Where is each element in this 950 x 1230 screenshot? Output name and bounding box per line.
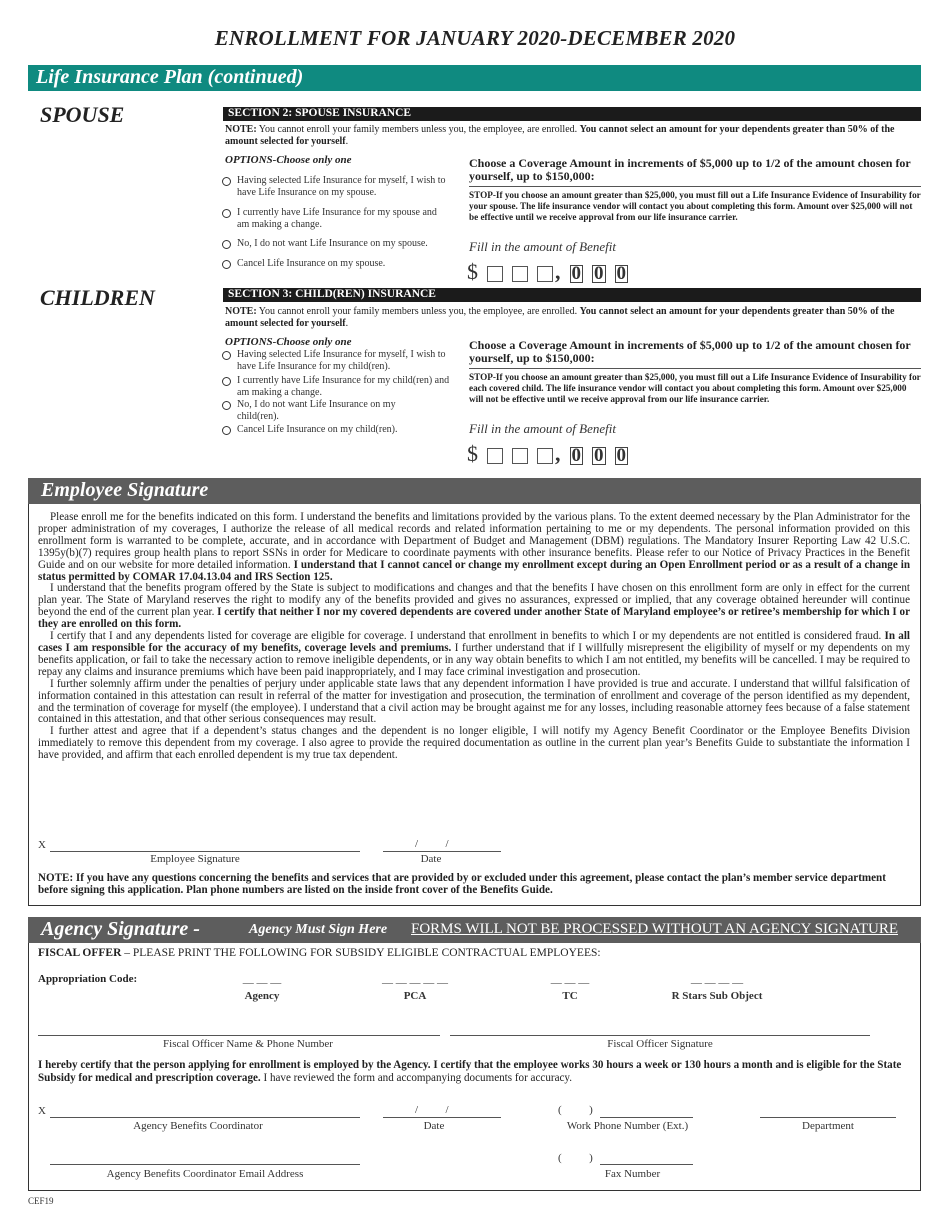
spouse-stop-note: STOP-If you choose an amount greater than $25,000, you must fill out a Life Insurance Evidence of Insurability for your spouse. The life insurance vendor will contact you about completing this form. Amount over $25,000 will not be effective until we receive approval from our life insurance carrier.	[469, 190, 921, 222]
spouse-fill-label: Fill in the amount of Benefit	[469, 239, 616, 254]
children-option-4[interactable]	[222, 424, 462, 436]
fax-paren: ( )	[558, 1152, 593, 1164]
children-choose-amount: Choose a Coverage Amount in increments of $5,000 up to 1/2 of the amount chosen for yourself, up to $150,000:	[469, 338, 911, 365]
pca-code-dashes[interactable]: — — — — —	[382, 977, 448, 989]
agency-code-dashes[interactable]: — — —	[242, 977, 282, 989]
children-option-4-text: Cancel Life Insurance on my child(ren).	[237, 424, 398, 435]
radio-circle-icon[interactable]	[222, 240, 231, 249]
signature-x-mark: X	[38, 839, 46, 851]
radio-circle-icon[interactable]	[222, 260, 231, 269]
work-phone-line[interactable]	[600, 1117, 693, 1118]
radio-circle-icon[interactable]	[222, 426, 231, 435]
spouse-note-text: You cannot enroll your family members unless you, the employee, are enrolled.	[256, 124, 580, 135]
children-fill-label: Fill in the amount of Benefit	[469, 421, 616, 436]
p2-bold: I certify that neither I nor my covered dependents are covered under another State of Maryland employee’s or retiree’s membership for which I or they are enrolled on this form.	[38, 606, 910, 631]
spouse-option-1-text: Having selected Life Insurance for myself, I wish to have Life Insurance on my spouse.	[237, 175, 446, 198]
employee-bottom-note: NOTE: If you have any questions concerning the benefits and services that are provided by or excluded under this agreement, please contact the plan’s member service department before signing this application. Plan phone numbers are listed on the inside front cover of the Benefits Guide.	[38, 872, 886, 896]
fiscal-officer-signature-line[interactable]	[450, 1035, 870, 1036]
form-code: CEF19	[28, 1196, 54, 1206]
spouse-option-4[interactable]	[222, 258, 462, 270]
p3-text-a: I certify that I and any dependents listed for coverage are eligible for coverage. I understand that enrollment in benefits to which I or my dependents are not entitled is considered fraud.	[50, 630, 885, 643]
comma: ,	[555, 259, 561, 284]
agency-coordinator-label: Agency Benefits Coordinator	[133, 1120, 263, 1132]
children-section-header-text: SECTION 3: CHILD(REN) INSURANCE	[228, 288, 436, 300]
spouse-choose-amount: Choose a Coverage Amount in increments of $5,000 up to 1/2 of the amount chosen for yourself, up to $150,000:	[469, 156, 911, 183]
agency-x-mark: X	[38, 1105, 46, 1117]
children-note-end: .	[345, 317, 349, 329]
spouse-note-end: .	[345, 135, 349, 147]
spouse-option-4-text: Cancel Life Insurance on my spouse.	[237, 258, 386, 269]
fiscal-officer-signature-label: Fiscal Officer Signature	[607, 1038, 713, 1050]
spouse-note-prefix: NOTE:	[225, 124, 257, 135]
digit-box[interactable]	[487, 266, 503, 282]
p2-text: I understand that the benefits program offered by the State is subject to modifications and changes and that the benefits I have chosen on this enrollment form are only in effect for the current plan year. The State of Maryland reserves the right to modify any of the benefits provided and gives no assurances, expressed or implied, that any coverage obtained hereunder will continue beyond the end of the current plan year.	[38, 582, 910, 619]
divider	[469, 186, 921, 187]
page-title: ENROLLMENT FOR JANUARY 2020-DECEMBER 2020	[214, 26, 736, 50]
zero-digit: 0	[616, 262, 626, 284]
children-benefit-amount	[467, 441, 628, 465]
dollar-sign: $	[467, 441, 478, 466]
agency-header-warning: FORMS WILL NOT BE PROCESSED WITHOUT AN AGENCY SIGNATURE	[411, 921, 898, 937]
agency-header-big: Agency Signature -	[41, 918, 200, 940]
comma: ,	[555, 441, 561, 466]
digit-box[interactable]	[512, 448, 528, 464]
divider	[469, 368, 921, 369]
children-option-2[interactable]	[222, 375, 462, 399]
radio-circle-icon[interactable]	[222, 351, 231, 360]
p5-text: I further attest and agree that if a dependent’s status changes and the dependent is no longer eligible, I will notify my Agency Benefit Coordinator or the Employee Benefits Division immediately to remove this dependent from my coverage. I also agree to provide the required documentation as outline in the current plan year’s Benefits Guide to substantiate the information I have provided, and affirm that each enrolled dependent is my true tax dependent.	[38, 725, 910, 762]
spouse-options-title: OPTIONS-Choose only one	[225, 154, 352, 166]
agency-code-label: Agency	[244, 990, 280, 1002]
zero-digit: 0	[616, 444, 626, 466]
fiscal-offer-bold: FISCAL OFFER	[38, 947, 122, 959]
coordinator-email-line[interactable]	[50, 1164, 360, 1165]
attestation-paragraph	[38, 726, 910, 762]
children-options-title: OPTIONS-Choose only one	[225, 336, 352, 348]
spouse-label: SPOUSE	[40, 102, 125, 127]
date-slashes: / /	[415, 838, 449, 850]
p4-text: I further solemnly affirm under the penalties of perjury under applicable state laws that any dependent information I have provided is true and accurate. I understand that willful falsification of information contained in this attestation can result in referral of the matter for investigation and prosecution, the termination of enrollment and coverage of the person identified as my dependent, and the termination of coverage for myself (the employee). I understand that a civil action may be brought against me for any losses, including reasonable attorney fees because of a false statement contained in this attestation, and that other serious consequences may result.	[38, 677, 910, 726]
p1-text: Please enroll me for the benefits indicated on this form. I understand the benefits and limitations provided by the various plans. To the extent deemed necessary by the Plan Administrator for the proper administration of my coverages, I authorize the release of all medical records and related information pertaining to me or my dependents. The personal information provided on this enrollment form is warranted to be complete, accurate, and in accordance with Department of Budget and Management (DBM) regulations. The Mandatory Insurer Reporting Law 42 U.S.C. 1395y(b)(7) requires group health plans to report SSNs in order for Medicare to coordinate payments with other insurance benefits. Please refer to our Notice of Privacy Practices in the Benefit Guide and on our website for more detailed information.	[38, 511, 910, 571]
digit-box[interactable]	[512, 266, 528, 282]
children-note-bold: You cannot select an amount for your dependents greater than 50% of the amount selected for yourself	[225, 306, 895, 329]
p3-text-b: I further understand that if I willfully misrepresent the eligibility of myself or my dependents on my benefits application, or fail to take the necessary action to remove ineligible dependents, or in any way obtain benefits to which I am not entitled, my benefits will be cancelled. I may be required to repay any claims and insurance premiums which have been paid inappropriately, and I may face criminal investigation and prosecution.	[38, 641, 910, 678]
children-option-1[interactable]	[222, 349, 462, 373]
digit-box[interactable]	[537, 448, 553, 464]
plan-title: Life Insurance Plan (continued)	[36, 66, 304, 88]
attestation-paragraph	[38, 679, 910, 727]
spouse-option-2-text: I currently have Life Insurance for my spouse and am making a change.	[237, 207, 437, 230]
coordinator-email-label: Agency Benefits Coordinator Email Address	[106, 1168, 304, 1180]
spouse-note-bold: You cannot select an amount for your dependents greater than 50% of the amount selected for yourself	[225, 124, 895, 147]
tc-code-dashes[interactable]: — — —	[550, 977, 590, 989]
children-note	[225, 306, 920, 329]
appropriation-code-label: Appropriation Code:	[38, 973, 138, 985]
children-note-prefix: NOTE:	[225, 306, 257, 317]
spouse-section-header-text: SECTION 2: SPOUSE INSURANCE	[228, 107, 412, 119]
children-section-header	[223, 288, 921, 302]
spouse-section-header	[223, 107, 921, 121]
department-line[interactable]	[760, 1117, 896, 1118]
children-option-3-text: No, I do not want Life Insurance on my child(ren).	[237, 399, 396, 422]
zero-digit: 0	[594, 262, 604, 284]
rstars-code-label: R Stars Sub Object	[671, 990, 763, 1002]
radio-circle-icon[interactable]	[222, 177, 231, 186]
employee-attestation	[38, 512, 910, 762]
radio-circle-icon[interactable]	[222, 401, 231, 410]
employee-date-label: Date	[420, 853, 442, 865]
digit-box[interactable]	[487, 448, 503, 464]
spouse-note	[225, 124, 920, 147]
children-option-1-text: Having selected Life Insurance for myself, I wish to have Life Insurance for my child(ren).	[237, 349, 446, 372]
radio-circle-icon[interactable]	[222, 377, 231, 386]
fiscal-officer-name-label: Fiscal Officer Name & Phone Number	[163, 1038, 333, 1050]
spouse-benefit-amount	[467, 259, 628, 283]
zero-digit: 0	[571, 262, 581, 284]
employee-signature-label: Employee Signature	[150, 853, 240, 865]
spouse-option-3[interactable]	[222, 238, 462, 250]
certification-bold: I hereby certify that the person applying for enrollment is employed by the Agency. I certify that the employee works 30 hours a week or 130 hours a month and is eligible for the State Subsidy for medical and prescription coverage.	[38, 1059, 902, 1084]
spouse-option-3-text: No, I do not want Life Insurance on my spouse.	[237, 238, 428, 249]
children-option-2-text: I currently have Life Insurance for my child(ren) and am making a change.	[237, 375, 450, 398]
children-stop-note: STOP-If you choose an amount greater than $25,000, you must fill out a Life Insurance Evidence of Insurability for each covered child. The life insurance vendor will contact you about completing this form. Amount over $25,000 will not be effective until we receive approval from our life insurance carrier.	[469, 372, 921, 404]
tc-code-label: TC	[562, 990, 578, 1002]
fiscal-offer-text: – PLEASE PRINT THE FOLLOWING FOR SUBSIDY ELIGIBLE CONTRACTUAL EMPLOYEES:	[121, 947, 601, 959]
agency-date-label: Date	[423, 1120, 445, 1132]
p3-bold: In all cases I am responsible for the accuracy of my benefits, coverage levels and premiums.	[38, 630, 910, 654]
children-option-3[interactable]	[222, 399, 462, 423]
p1-bold: I understand that I cannot cancel or change my enrollment except during an Open Enrollment period or as a result of a change in status permitted by COMAR 17.04.13.04 and IRS Section 125.	[38, 558, 911, 583]
employee-date-line[interactable]	[383, 851, 501, 852]
certification-text: I have reviewed the form and accompanying documents for accuracy.	[260, 1071, 573, 1084]
plan-title-bar	[28, 65, 921, 91]
spouse-option-1[interactable]	[222, 175, 454, 199]
fiscal-offer-line	[38, 947, 601, 959]
work-phone-label: Work Phone Number (Ext.)	[566, 1120, 689, 1132]
fax-line[interactable]	[600, 1164, 693, 1165]
work-phone-paren: ( )	[558, 1104, 593, 1116]
date-slashes: / /	[415, 1104, 449, 1116]
fax-label: Fax Number	[604, 1168, 661, 1180]
employee-signature-header-text: Employee Signature	[41, 479, 209, 501]
employee-signature-header	[28, 478, 921, 504]
rstars-code-dashes[interactable]: — — — —	[690, 977, 744, 989]
children-label: CHILDREN	[40, 285, 155, 310]
agency-signature-header	[28, 917, 921, 943]
attestation-paragraph	[38, 512, 910, 583]
agency-header-mid: Agency Must Sign Here	[249, 922, 388, 937]
spouse-option-2[interactable]	[222, 207, 454, 231]
department-label: Department	[802, 1120, 854, 1132]
radio-circle-icon[interactable]	[222, 209, 231, 218]
agency-certification	[38, 1059, 910, 1084]
agency-coordinator-line[interactable]	[50, 1117, 360, 1118]
zero-digit: 0	[594, 444, 604, 466]
fiscal-officer-name-line[interactable]	[38, 1035, 440, 1036]
attestation-paragraph	[38, 583, 910, 631]
attestation-paragraph	[38, 631, 910, 679]
zero-digit: 0	[571, 444, 581, 466]
agency-date-line[interactable]	[383, 1117, 501, 1118]
dollar-sign: $	[467, 259, 478, 284]
pca-code-label: PCA	[403, 990, 427, 1002]
employee-signature-line[interactable]	[50, 851, 360, 852]
digit-box[interactable]	[537, 266, 553, 282]
children-note-text: You cannot enroll your family members unless you, the employee, are enrolled.	[256, 306, 580, 317]
